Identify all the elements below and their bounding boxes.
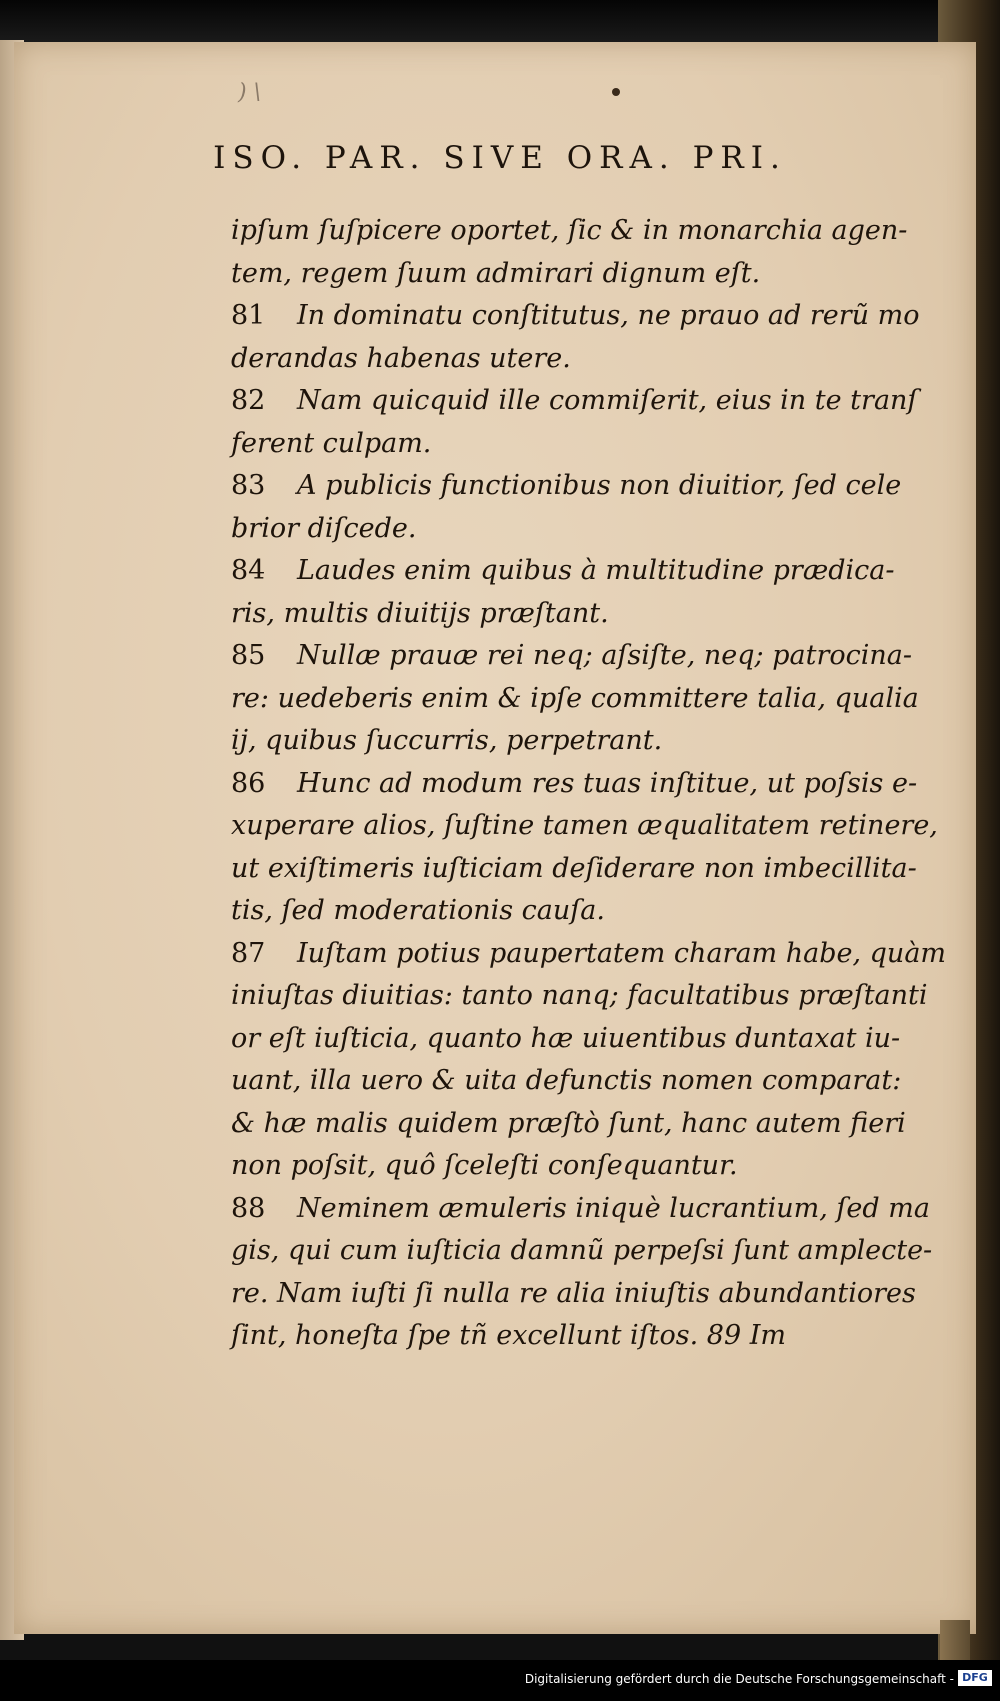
text-line	[231, 210, 917, 253]
text-line	[231, 975, 928, 1018]
digitization-credit: Digitalisierung gefördert durch die Deutsche Forschungsgemeinschaft -	[524, 1672, 954, 1686]
text-line	[231, 1273, 917, 1316]
line-text: or eſt iuſticia, quanto hæ uiuentibus duntaxat iu-	[231, 1022, 901, 1054]
text-line	[231, 593, 917, 636]
scan-top-strip	[0, 0, 1000, 42]
paragraph-number: 85	[231, 640, 266, 671]
line-text: Iuſtam potius paupertatem charam habe, quàm	[297, 937, 947, 969]
page-text-block	[231, 210, 947, 1358]
text-line	[231, 1103, 917, 1146]
text-line	[231, 678, 917, 721]
line-text: brior diſcede.	[231, 512, 417, 544]
text-line	[231, 1315, 917, 1358]
line-text: Neminem æmuleris iniquè lucrantium, ſed ma	[297, 1192, 930, 1224]
text-line	[231, 380, 917, 423]
text-line	[231, 295, 920, 338]
text-line	[231, 720, 917, 763]
paragraph-number: 88	[231, 1192, 266, 1224]
line-text: non poſsit, quô ſceleſti conſequantur.	[231, 1150, 738, 1181]
text-line	[231, 1145, 917, 1188]
running-head: ISO. PAR. SIVE ORA. PRI.	[213, 140, 787, 176]
line-text: Laudes enim quibus à multitudine prædica-	[297, 555, 895, 586]
line-text: ipſum ſuſpicere oportet, ſic & in monarchia agen-	[231, 215, 908, 246]
page-corner	[940, 1620, 970, 1660]
text-line	[231, 1060, 917, 1103]
paragraph-number: 84	[231, 555, 266, 586]
text-line	[231, 508, 917, 551]
line-text: tem, regem ſuum admirari dignum eſt.	[231, 257, 761, 289]
text-line	[231, 338, 917, 381]
line-text: Hunc ad modum res tuas inſtitue, ut poſsis e-	[297, 767, 918, 799]
line-text: xuperare alios, ſuſtine tamen æqualitatem retinere,	[231, 810, 938, 841]
text-line	[231, 763, 917, 806]
line-text: re. Nam iuſti ſi nulla re alia iniuſtis abundantiores	[231, 1277, 916, 1309]
text-line	[231, 550, 917, 593]
line-text: iniuſtas diuitias: tanto nanq; facultatibus præſtanti	[231, 980, 928, 1011]
text-line	[231, 465, 917, 508]
line-text: Nam quicquid ille commiſerit, eius in te tranſ	[297, 385, 918, 416]
text-line	[231, 1018, 917, 1061]
margin-scribble: ) \	[238, 80, 261, 105]
text-line	[231, 1188, 930, 1231]
line-text: ij, quibus ſuccurris, perpetrant.	[231, 725, 663, 756]
line-text: A publicis functionibus non diuitior, ſed cele	[297, 470, 902, 501]
text-line	[231, 423, 917, 466]
paragraph-number: 83	[231, 470, 266, 501]
paragraph-number: 81	[231, 300, 266, 331]
text-line	[231, 805, 938, 848]
paragraph-number: 82	[231, 385, 266, 416]
text-line	[231, 848, 917, 891]
dfg-logo: DFG	[958, 1670, 992, 1686]
text-line	[231, 253, 917, 296]
paragraph-number: 86	[231, 767, 266, 799]
line-text: gis, qui cum iuſticia damnũ perpeſsi ſunt amplecte-	[231, 1235, 933, 1266]
line-text: derandas habenas utere.	[231, 342, 571, 374]
text-line	[231, 635, 917, 678]
line-text: tis, ſed moderationis cauſa.	[231, 895, 605, 926]
line-text: uant, illa uero & uita defunctis nomen comparat:	[231, 1065, 902, 1096]
line-text: ut exiſtimeris iuſticiam deſiderare non imbecillita-	[231, 852, 917, 884]
line-text: re: uedeberis enim & ipſe committere talia, qualia	[231, 682, 919, 714]
line-text: In dominatu conſtitutus, ne prauo ad rerũ mo	[297, 300, 920, 331]
ink-dot	[612, 88, 620, 96]
paragraph-number: 87	[231, 937, 266, 969]
line-text: ferent culpam.	[231, 427, 432, 459]
text-line	[231, 933, 947, 976]
line-text: & hæ malis quidem præſtò ſunt, hanc autem fieri	[231, 1107, 906, 1139]
text-line	[231, 1230, 933, 1273]
line-text: ris, multis diuitijs præſtant.	[231, 597, 609, 629]
line-text: Nullæ prauæ rei neq; aſsiſte, neq; patrocina-	[297, 640, 912, 671]
text-line	[231, 890, 917, 933]
line-text: ſint, honeſta ſpe tñ excellunt iſtos. 89 Im	[231, 1320, 786, 1351]
